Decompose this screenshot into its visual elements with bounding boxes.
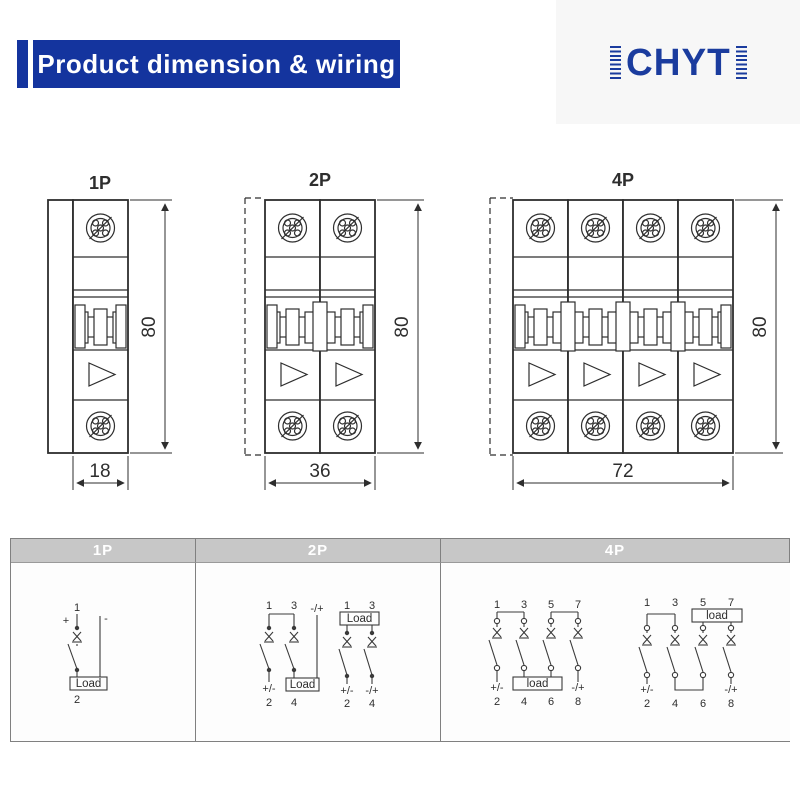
- din-flange: [48, 200, 73, 453]
- breaker-4p-drawing: [490, 170, 783, 490]
- dimension-drawings: [0, 160, 800, 505]
- terminal-3: 3: [671, 597, 679, 609]
- load-box-label: Load: [346, 613, 373, 625]
- terminal-6: 6: [699, 698, 707, 710]
- terminal-4: 4: [520, 696, 528, 708]
- load-box-label: load: [526, 678, 549, 690]
- banner-accent-bar: [17, 40, 28, 88]
- wiring-2p-parallel-diagram: [339, 600, 379, 710]
- terminal-3: 3: [368, 600, 376, 612]
- din-outline-dashed-4p: [490, 198, 513, 455]
- terminal-3: 3: [290, 600, 298, 612]
- terminal-2: 2: [265, 697, 273, 709]
- breaker-4p-label: 4P: [611, 170, 635, 190]
- width-dim-1p: 18: [89, 461, 111, 482]
- terminal-7: 7: [727, 597, 735, 609]
- terminal-3: 3: [520, 599, 528, 611]
- wiring-header-2p: 2P: [196, 539, 441, 563]
- section-title-banner: [33, 40, 400, 88]
- terminal-1: 1: [343, 600, 351, 612]
- terminal-5: 5: [699, 597, 707, 609]
- logo-stripe-right-icon: [736, 46, 747, 80]
- width-dim-2p: 36: [309, 461, 331, 482]
- terminal-2: 2: [643, 698, 651, 710]
- height-dim-4p: 80: [750, 316, 771, 338]
- load-box-label: load: [706, 610, 728, 622]
- wiring-4p-b-diagram: [639, 597, 742, 710]
- terminal-1: 1: [493, 599, 501, 611]
- supply-right: -/+: [571, 682, 585, 694]
- breaker-2p-label: 2P: [308, 170, 332, 190]
- handle-tie: [671, 302, 685, 351]
- breaker-1p-label: 1P: [88, 173, 112, 193]
- din-outline-dashed: [245, 198, 265, 455]
- wiring-diagrams: [10, 562, 790, 742]
- supply-left: +/-: [490, 682, 504, 694]
- load-box-label: Load: [75, 678, 102, 690]
- terminal-2: 2: [493, 696, 501, 708]
- logo-stripe-left-icon: [610, 46, 621, 80]
- logo-text: CHYT: [626, 41, 731, 84]
- terminal-2: 2: [343, 698, 351, 710]
- handle-tie: [616, 302, 630, 351]
- brand-logo: [610, 41, 747, 84]
- terminal-8: 8: [727, 698, 735, 710]
- terminal-4: 4: [290, 697, 298, 709]
- terminal-5: 5: [547, 599, 555, 611]
- supply-left: +/-: [640, 684, 654, 696]
- terminal-1: 1: [643, 597, 651, 609]
- load-box-label: Load: [289, 679, 316, 691]
- terminal-7: 7: [574, 599, 582, 611]
- terminal-4: 4: [368, 698, 376, 710]
- terminal-2: 2: [73, 694, 81, 706]
- terminal-8: 8: [574, 696, 582, 708]
- terminal-1: 1: [73, 602, 81, 614]
- breaker-1p-drawing: [48, 173, 172, 490]
- wiring-header-4p: 4P: [441, 539, 790, 563]
- wiring-1p-diagram: [63, 602, 108, 706]
- supply-top: -/+: [310, 603, 324, 615]
- height-dim-1p: 80: [139, 316, 160, 338]
- height-dim-2p: 80: [392, 316, 413, 338]
- supply-left: +/-: [340, 685, 354, 697]
- terminal-4: 4: [671, 698, 679, 710]
- polarity-plus: +: [62, 615, 70, 627]
- handle-tie: [313, 302, 327, 351]
- page-title: Product dimension & wiring: [37, 48, 396, 79]
- polarity-minus: -: [104, 613, 108, 625]
- breaker-2p-drawing: [245, 170, 424, 490]
- terminal-1: 1: [265, 600, 273, 612]
- wiring-2p-series-diagram: [260, 600, 324, 709]
- handle-tie: [561, 302, 575, 351]
- width-dim-4p: 72: [612, 461, 634, 482]
- supply-right: -/+: [724, 684, 738, 696]
- terminal-6: 6: [547, 696, 555, 708]
- wiring-4p-a-diagram: [489, 599, 585, 708]
- supply-right: -/+: [365, 685, 379, 697]
- wiring-header-1p: 1P: [11, 539, 196, 563]
- supply-bottom: +/-: [262, 683, 276, 695]
